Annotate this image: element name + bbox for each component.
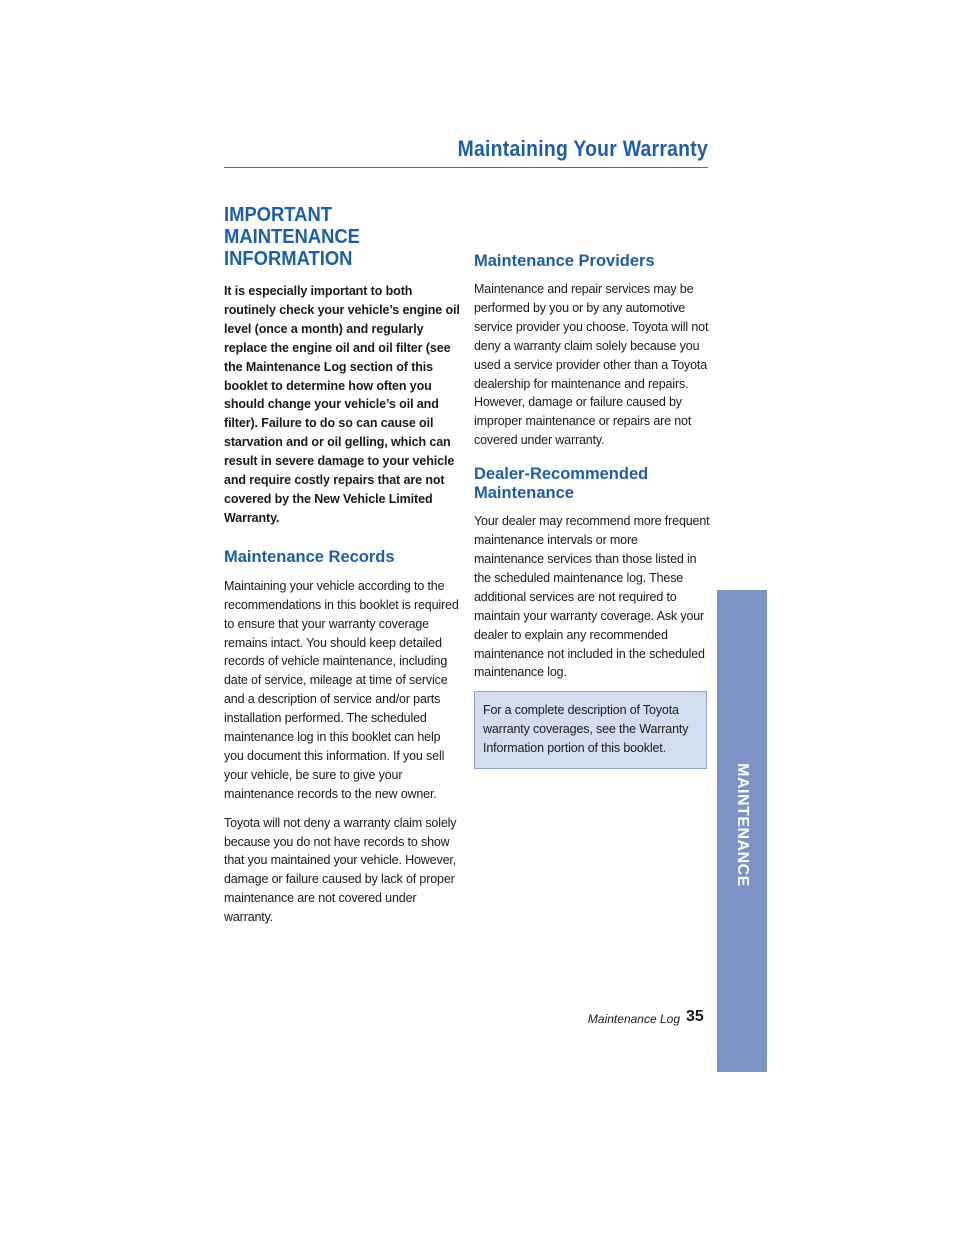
footer-section-label: Maintenance Log [587,1012,680,1026]
maintenance-records-paragraph-2: Toyota will not deny a warranty claim solely because you do not have records to show that you maintained your vehicle. However, damage or failure caused by lack of proper maintenance are not covered under warranty. [224,815,457,925]
important-maintenance-heading: IMPORTANT MAINTENANCE INFORMATION [224,204,360,270]
warranty-note-text: For a complete description of Toyota warranty coverages, see the Warranty Information portion of this booklet. [483,703,689,756]
right-column [474,252,710,769]
important-maintenance-text: It is especially important to both routinely check your vehicle’s engine oil level (once a month) and regularly replace the engine oil and oil filter (see the Maintenance Log section of this booklet to determine how often you should change your vehicle’s oil and filter). Failure to do so can cause oil starvation and or oil gelling, which can result in severe damage to your vehicle and require costly repairs that are not covered by the New Vehicle Limited Warranty. [224,284,460,525]
warranty-note-box [474,691,707,769]
page-number: 35 [686,1008,704,1025]
maintenance-records-paragraph: Maintaining your vehicle according to the recommendations in this booklet is required to ensure that your warranty coverage remains intact. You should keep detailed records of vehicle maintenance, including date of service, mileage at time of service and a description of service and/or parts installation performed. The scheduled maintenance log in this booklet can help you document this information. If you sell your vehicle, be sure to give your maintenance records to the new owner. [224,578,459,801]
left-column [224,204,460,927]
section-tab-label: MAINTENANCE [734,763,751,887]
dealer-recommended-paragraph: Your dealer may recommend more frequent maintenance intervals or more maintenance services than those listed in the scheduled maintenance log. These additional services are not required to maintain your warranty coverage. Ask your dealer to explain any recommended maintenance not included in the scheduled maintenance log. [474,514,710,680]
maintenance-records-heading: Maintenance Records [224,547,395,566]
maintenance-section-tab [717,590,767,1072]
page-title: Maintaining Your Warranty [457,136,708,161]
maintenance-providers-paragraph: Maintenance and repair services may be performed by you or by any automotive service provider you choose. Toyota will not deny a warranty claim solely because you used a service provider other than a Toyota dealership for maintenance and repairs. However, damage or failure caused by improper maintenance or repairs are not covered under warranty. [474,282,709,448]
dealer-recommended-heading: Dealer-Recommended Maintenance [474,465,649,503]
title-divider [224,167,708,168]
maintenance-providers-heading: Maintenance Providers [474,252,655,270]
